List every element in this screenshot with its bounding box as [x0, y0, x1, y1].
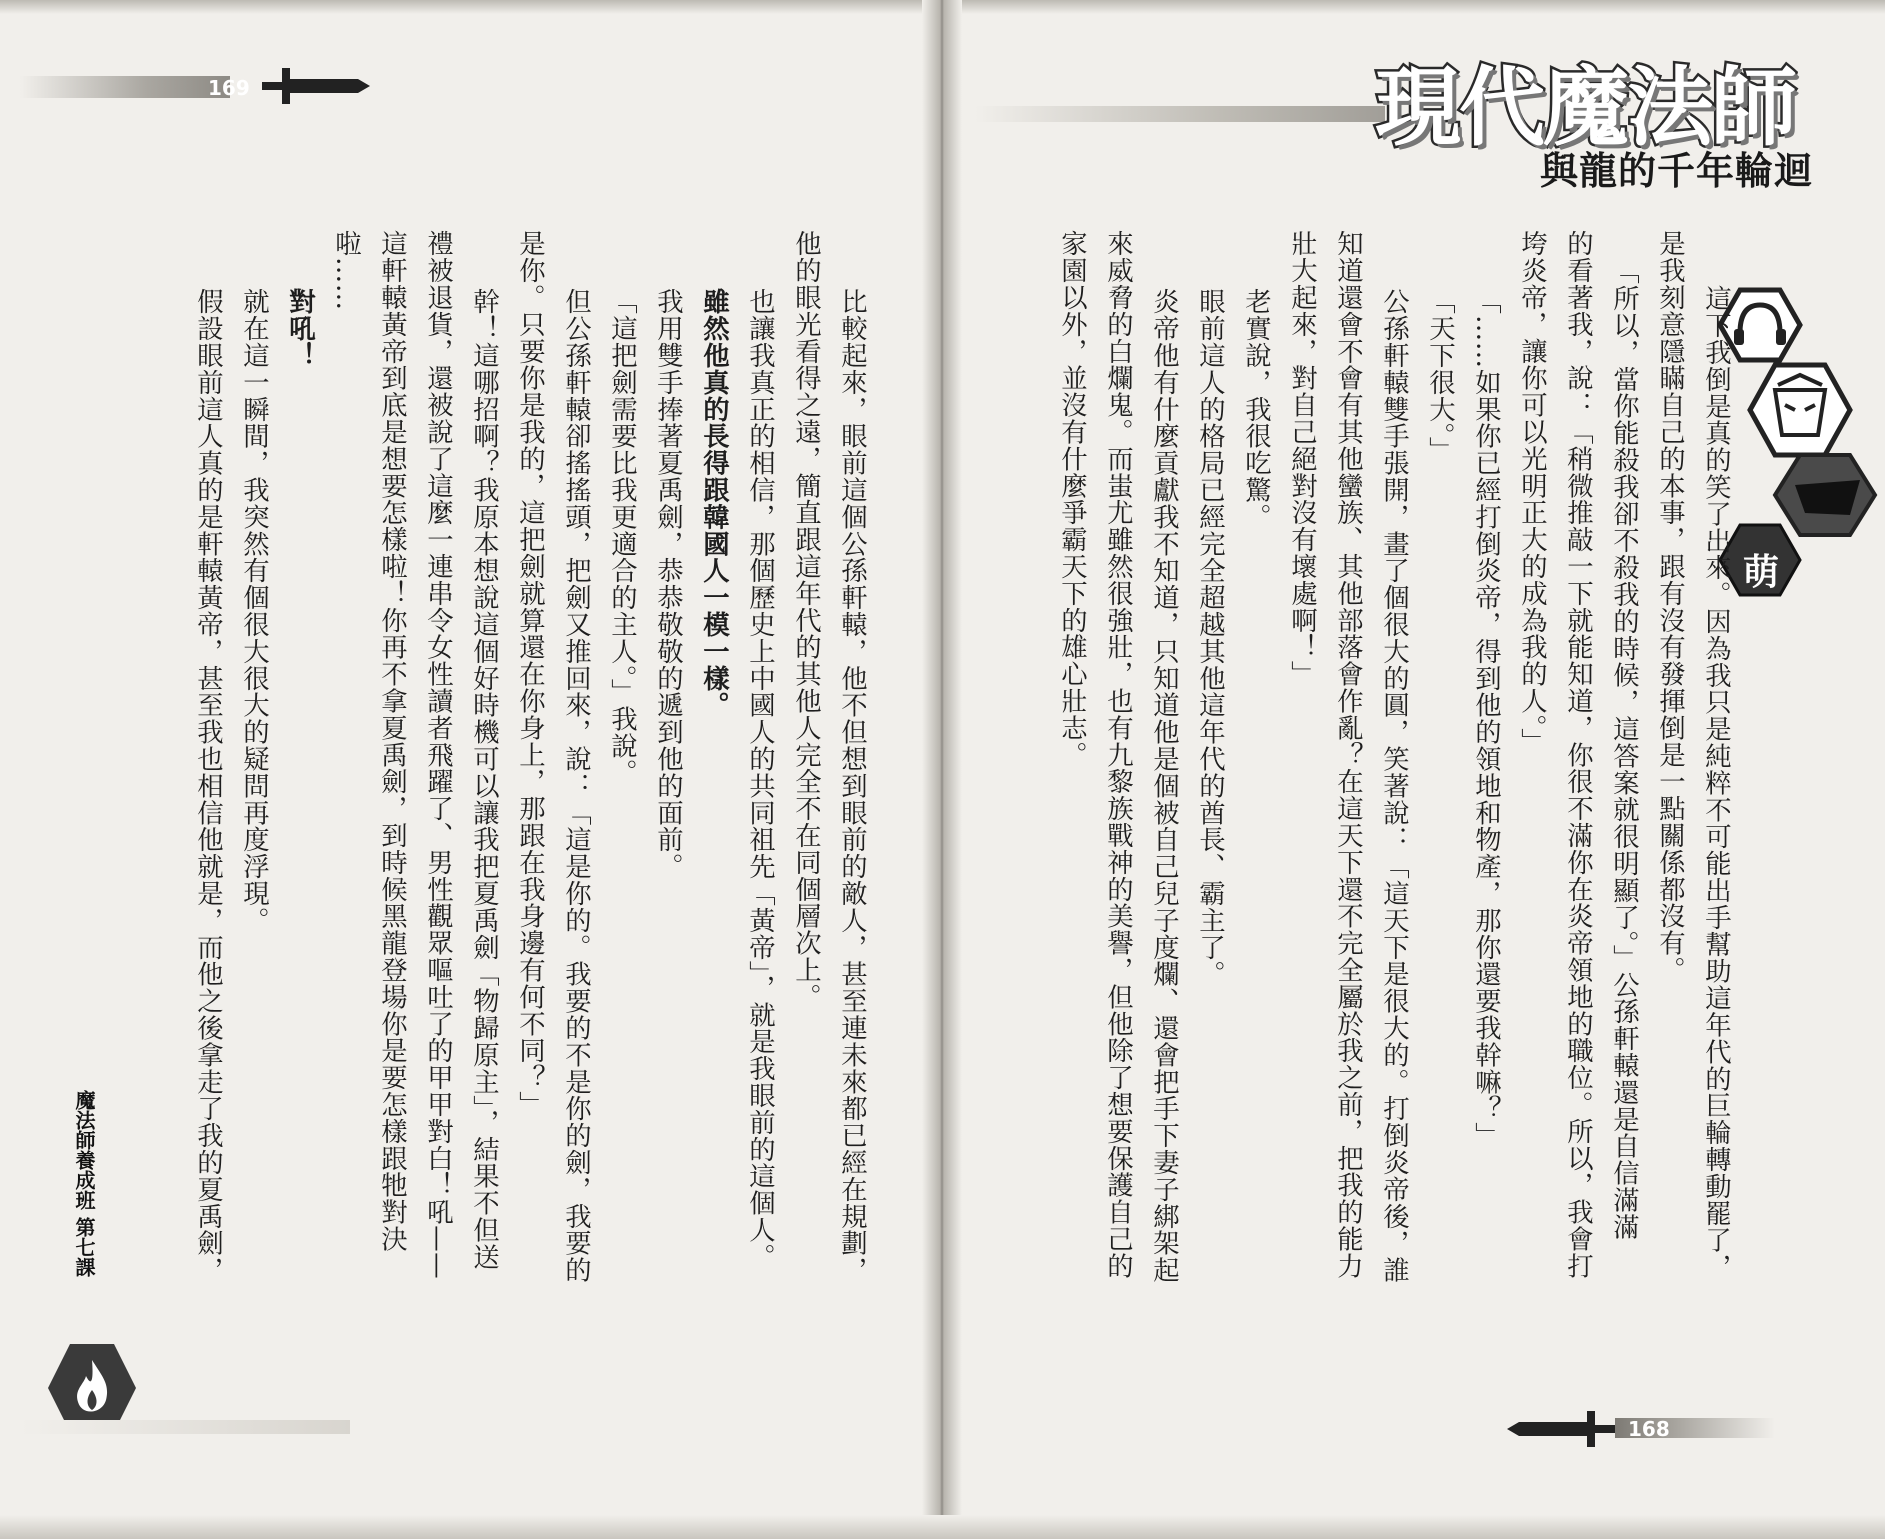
text-column: 的看著我，說：「稍微推敲一下就能知道，你很不滿你在炎帝領地的職位。所以，我會打	[1562, 230, 1594, 1280]
cloth-icon	[1775, 455, 1875, 535]
page-edge-bottom	[0, 1515, 1885, 1539]
page-header-bar-right	[975, 106, 1385, 122]
text-column: 知道還會不會有其他蠻族、其他部落會作亂？在這天下還不完全屬於我之前，把我的能力	[1332, 230, 1364, 1280]
headset-icon	[1720, 290, 1800, 360]
text-column: 比較起來，眼前這個公孫軒轅，他不但想到眼前的敵人，甚至連未來都已經在規劃，	[836, 288, 868, 1284]
text-column: 垮炎帝，讓你可以光明正大的成為我的人。」	[1516, 230, 1548, 755]
page-footer-bar-left	[20, 1420, 350, 1434]
text-column: 我用雙手捧著夏禹劍，恭恭敬敬的遞到他的面前。	[652, 288, 684, 880]
text-column: 是我刻意隱瞞自己的本事，跟有沒有發揮倒是一點關係都沒有。	[1654, 230, 1686, 984]
text-column: 「天下很大。」	[1424, 288, 1456, 464]
text-column: 就在這一瞬間，我突然有個很大很大的疑問再度浮現。	[238, 288, 270, 934]
text-column: 壯大起來，對自己絕對沒有壞處啊！」	[1286, 230, 1318, 688]
mask-icon	[1750, 365, 1850, 455]
moe-badge-label: 萌	[1743, 552, 1780, 593]
sword-icon	[262, 62, 372, 110]
text-column: 老實說，我很吃驚。	[1240, 288, 1272, 531]
text-column: 也讓我真正的相信，那個歷史上中國人的共同祖先「黃帝」，就是我眼前的這個人。	[744, 288, 776, 1271]
text-column: 啦……	[330, 230, 362, 311]
text-column: 來威脅的白爛鬼。而蚩尤雖然很強壯，也有九黎族戰神的美譽，但他除了想要保護自己的	[1102, 230, 1134, 1280]
text-column: 但公孫軒轅卻搖搖頭，把劍又推回來，說：「這是你的。我要的不是你的劍，我要的	[560, 288, 592, 1284]
page-number-left: 169	[208, 76, 250, 100]
text-column: 幹！這哪招啊？我原本想說這個好時機可以讓我把夏禹劍「物歸原主」，結果不但送	[468, 288, 500, 1271]
book-gutter	[922, 0, 962, 1539]
text-column: 假設眼前這人真的是軒轅黃帝，甚至我也相信他就是，而他之後拿走了我的夏禹劍，	[192, 288, 224, 1284]
text-column-bold: 雖然他真的長得跟韓國人一模一樣。	[698, 288, 730, 719]
page-header-bar-left	[20, 76, 230, 98]
text-column: 這下我倒是真的笑了出來。因為我只是純粹不可能出手幫助這年代的巨輪轉動罷了，	[1700, 285, 1732, 1281]
text-column: 「所以，當你能殺我卻不殺我的時候，這答案就很明顯了。」公孫軒轅還是自信滿滿	[1608, 258, 1640, 1241]
text-column: 是你。只要你是我的，這把劍就算還在你身上，那跟在我身邊有何不同？」	[514, 230, 546, 1118]
text-column-bold: 對吼！	[284, 288, 316, 369]
sword-icon	[1505, 1405, 1615, 1453]
text-column: 眼前這人的格局已經完全超越其他這年代的酋長、霸主了。	[1194, 288, 1226, 988]
text-column: 公孫軒轅雙手張開，畫了個很大的圓，笑著說：「這天下是很大的。打倒炎帝後，誰	[1378, 288, 1410, 1284]
text-column: 禮被退貨，還被說了這麼一連串令女性讀者飛躍了、男性觀眾嘔吐了的甲甲對白！吼——	[422, 230, 454, 1280]
text-column: 炎帝他有什麼貢獻我不知道，只知道他是個被自己兒子度爛、還會把手下妻子綁架起	[1148, 288, 1180, 1284]
text-column: 這軒轅黃帝到底是想要怎樣啦！你再不拿夏禹劍，到時候黑龍登場你是要怎樣跟牠對決	[376, 230, 408, 1253]
page-number-right: 168	[1628, 1417, 1670, 1441]
book-subtitle: 與龍的千年輪迴	[1540, 149, 1814, 193]
book-title: 現代魔法師	[1375, 58, 1795, 158]
series-lesson-tag: 魔法師養成班 第七課	[72, 1090, 96, 1277]
text-column: 他的眼光看得之遠，簡直跟這年代的其他人完全不在同個層次上。	[790, 230, 822, 1011]
text-column: 「這把劍需要比我更適合的主人。」我說。	[606, 288, 638, 786]
text-column: 「……如果你已經打倒炎帝，得到他的領地和物產，那你還要我幹嘛？」	[1470, 288, 1502, 1149]
text-column: 家園以外，並沒有什麼爭霸天下的雄心壯志。	[1056, 230, 1088, 768]
